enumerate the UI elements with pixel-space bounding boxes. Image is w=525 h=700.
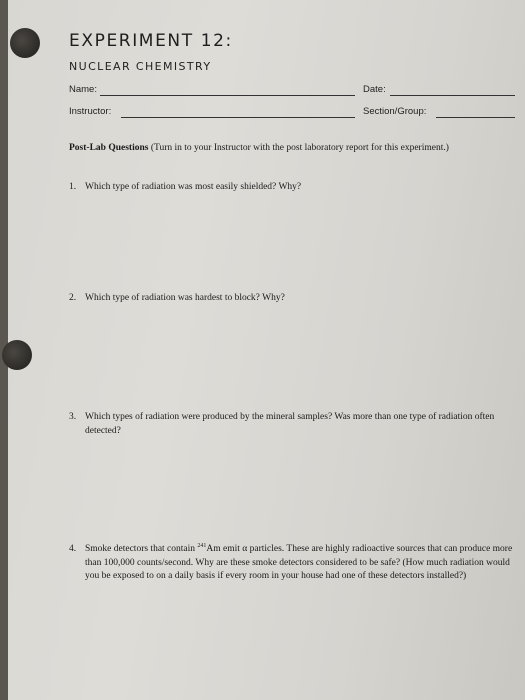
question-4 [69,543,514,603]
question-text-part: Am emit α particles. These are highly radioactive sources that can produce more than 100,000 counts/second. Why are these smoke detectors considered to be safe? (How much radiation would you be exposed to on a daily basis if every room in your house had one of these detectors installed?) [85,544,513,581]
question-text: Which type of radiation was hardest to block? Why? [85,293,285,303]
question-text-part: Smoke detectors that contain [85,544,198,554]
question-number: 2. [69,293,77,303]
date-label: Date: [363,84,386,95]
worksheet-page [8,0,525,700]
page-title: EXPERIMENT 12: [69,31,233,51]
postlab-heading-bold: Post-Lab Questions [69,143,149,153]
page-subtitle: NUCLEAR CHEMISTRY [69,60,212,73]
name-field[interactable] [100,95,355,96]
instructor-label: Instructor: [69,106,112,117]
binder-hole-middle [2,340,32,370]
name-label: Name: [69,84,97,95]
binder-hole-top [10,28,40,58]
question-text [85,543,513,584]
question-3 [69,411,514,439]
question-number: 4. [69,544,77,554]
question-2 [69,292,509,306]
instructor-field[interactable] [121,117,355,118]
question-1 [69,181,509,195]
postlab-heading [69,142,489,155]
postlab-heading-note: (Turn in to your Instructor with the post laboratory report for this experiment.) [148,143,449,153]
question-text: Which types of radiation were produced by the mineral samples? Was more than one type of radiation often detected? [85,412,495,436]
question-number: 1. [69,182,77,192]
question-number: 3. [69,412,77,422]
isotope-mass-number: 241 [197,542,207,549]
section-group-label: Section/Group: [363,106,427,117]
question-text: Which type of radiation was most easily shielded? Why? [85,182,302,192]
section-group-field[interactable] [436,117,515,118]
date-field[interactable] [390,95,515,96]
